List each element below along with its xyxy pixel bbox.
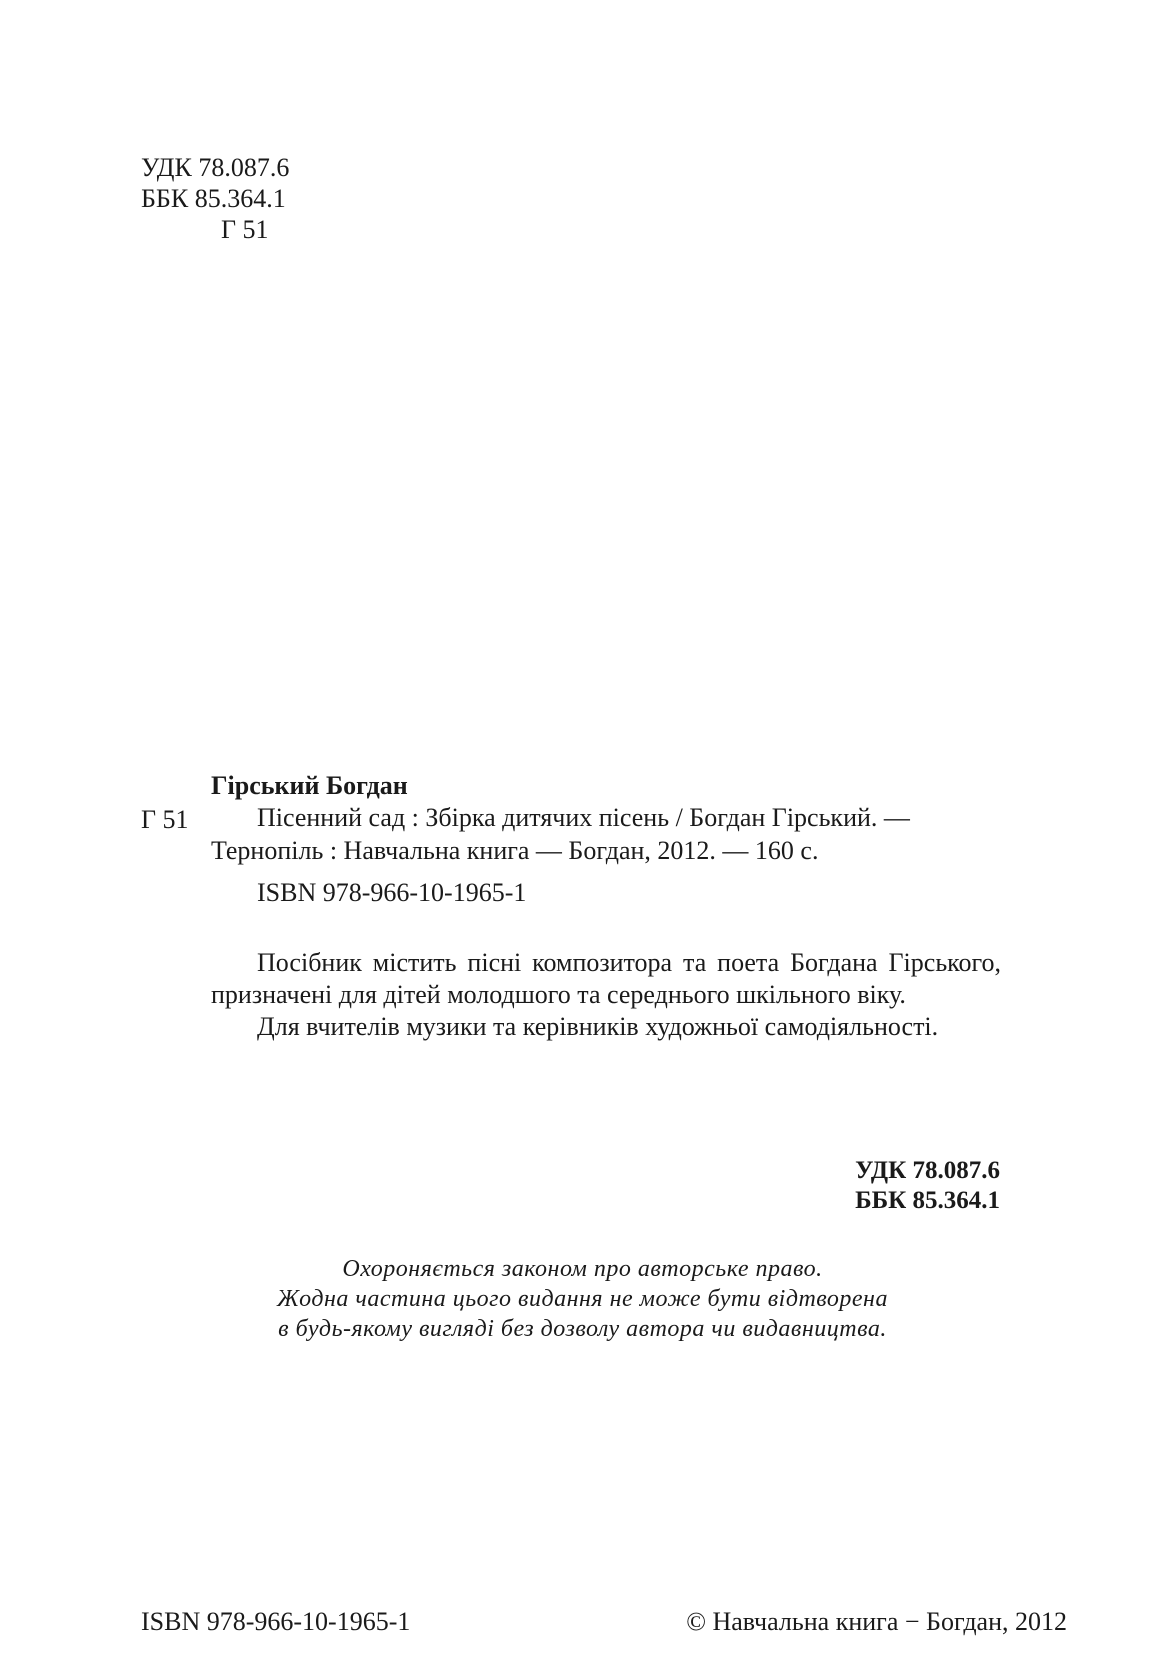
classification-bbk: ББК 85.364.1 [855,1187,1000,1214]
footer-copyright: © Навчальна книга − Богдан, 2012 [686,1607,1067,1636]
annotation-paragraph: Для вчителів музики та керівників художньої самодіяльності. [257,1012,939,1041]
card-title-line: Пісенний сад : Збірка дитячих пісень / Богдан Гірський. — [257,803,910,832]
annotation-paragraph: Посібник містить пісні композитора та поета Богдана Гірського, призначені для дітей молодшого та середнього шкільного віку. [211,948,1001,1009]
copyright-notice-line: в будь-якому вигляді без дозволу автора чи видавництва. [278,1316,887,1342]
copyright-notice-line: Жодна частина цього видання не може бути відтворена [277,1286,888,1312]
classification-udk: УДК 78.087.6 [855,1157,1000,1184]
header-udk: УДК 78.087.6 [141,153,290,182]
annotation [211,947,1001,1043]
footer-isbn: ISBN 978-966-10-1965-1 [141,1607,411,1636]
header-author-code: Г 51 [221,215,269,244]
copyright-notice [0,1254,1165,1344]
card-publisher-line: Тернопіль : Навчальна книга — Богдан, 2012. — 160 с. [211,836,819,865]
card-isbn: ISBN 978-966-10-1965-1 [257,878,527,907]
card-author: Гірський Богдан [211,771,408,800]
copyright-notice-line: Охороняється законом про авторське право. [342,1256,823,1282]
card-author-code: Г 51 [141,805,189,834]
header-bbk: ББК 85.364.1 [141,184,286,213]
